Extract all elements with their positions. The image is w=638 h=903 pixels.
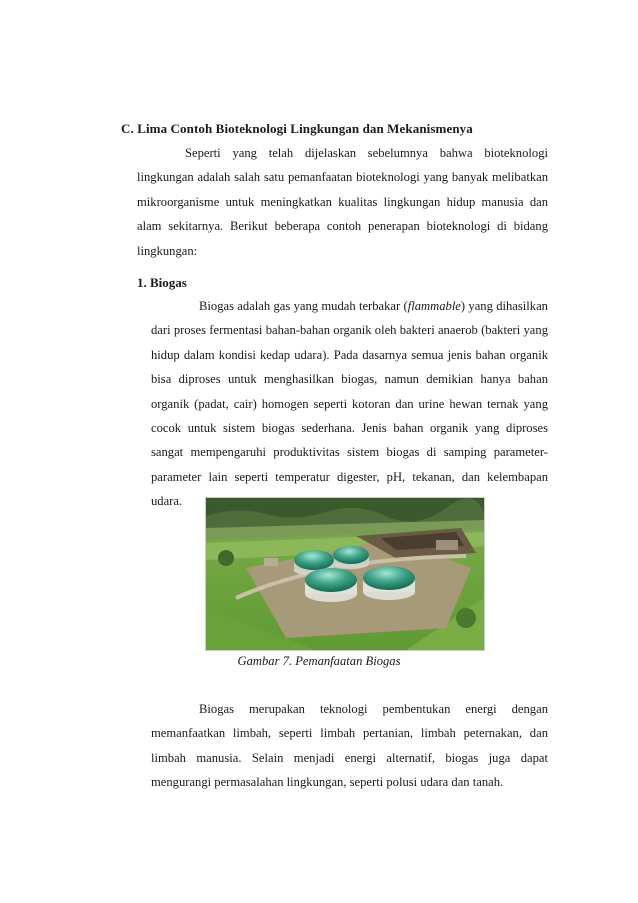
intro-paragraph <box>137 141 548 263</box>
section-heading: C. Lima Contoh Bioteknologi Lingkungan dan Mekanismenya <box>121 121 473 136</box>
closing-paragraph <box>151 697 548 795</box>
biogas-plant-illustration <box>206 498 484 650</box>
biogas-photo <box>205 497 485 651</box>
biogas-paragraph <box>151 294 548 514</box>
intro-text: Seperti yang telah dijelaskan sebelumnya bahwa bioteknologi lingkungan adalah salah satu pemanfaatan bioteknologi yang banyak melibatkan mikroorganisme untuk meningkatkan kualitas lingkungan hidup manusia dan alam sekitarnya. Berikut beberapa contoh penerapan bioteknologi di bidang lingkungan: <box>137 146 548 258</box>
figure-caption: Gambar 7. Pemanfaatan Biogas <box>237 654 401 668</box>
item-biogas-title: 1. Biogas <box>137 275 187 290</box>
closing-text: Biogas merupakan teknologi pembentukan energi dengan memanfaatkan limbah, seperti limbah pertanian, limbah peternakan, dan limbah manusia. Selain menjadi energi alternatif, biogas juga dapat mengurangi permasalahan lingkungan, seperti polusi udara dan tanah. <box>151 702 548 790</box>
biogas-text: Biogas adalah gas yang mudah terbakar (flammable) yang dihasilkan dari proses fermentasi bahan-bahan organik oleh bakteri anaerob (bakteri yang hidup dalam kondisi kedap udara). Pada dasarnya semua jenis bahan organik bisa diproses untuk menghasilkan biogas, namun demikian hanya bahan organik (padat, cair) homogen seperti kotoran dan urine hewan ternak yang cocok untuk sistem biogas sederhana. Jenis bahan organik yang diproses sangat mempengaruhi produktivitas sistem biogas di samping parameter-parameter lain seperti temperatur digester, pH, tekanan, dan kelembapan udara. <box>151 299 548 509</box>
